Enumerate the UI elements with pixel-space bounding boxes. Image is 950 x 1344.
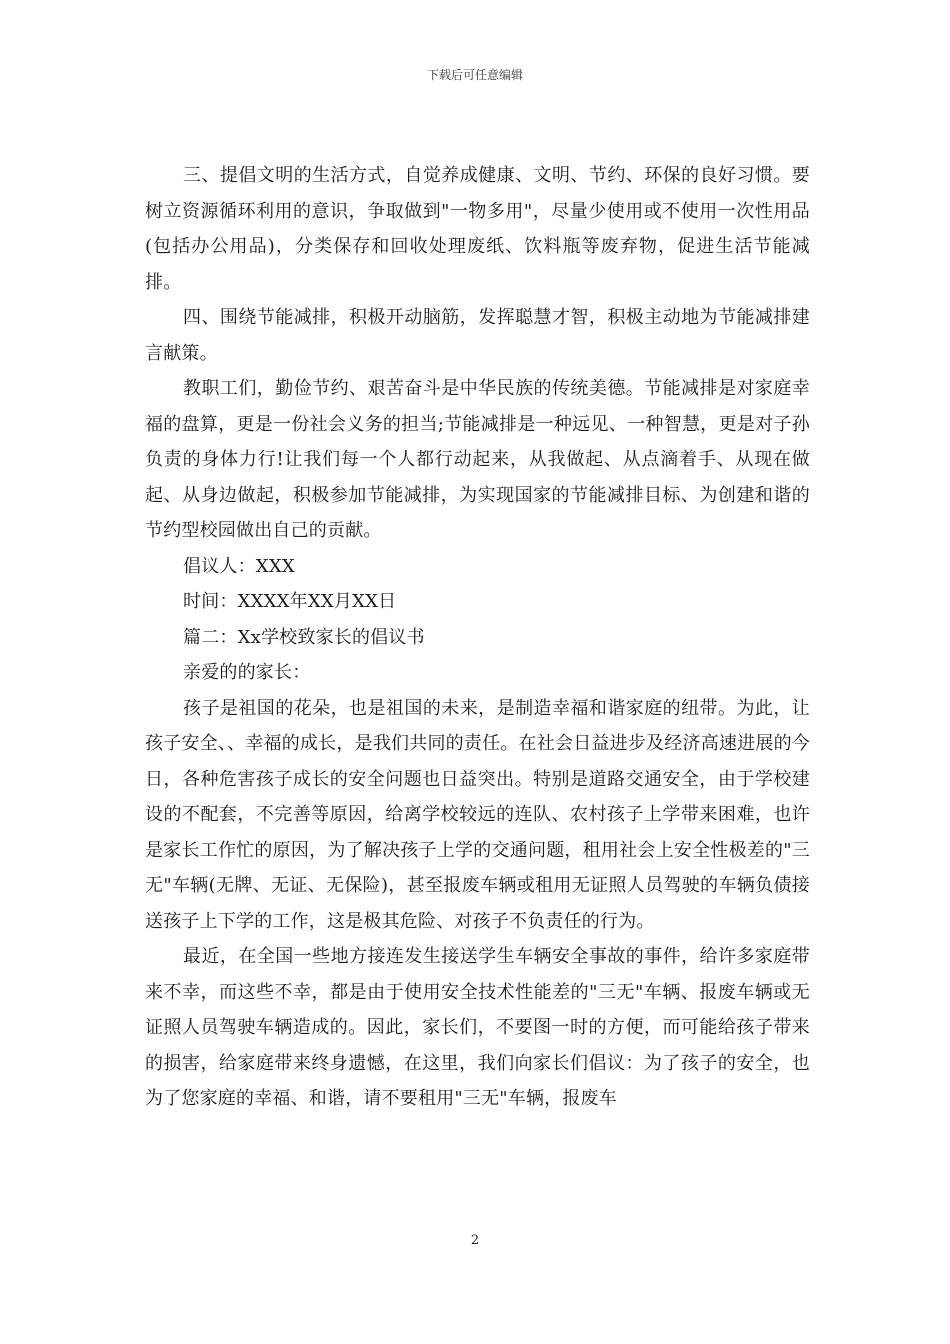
section-title: 篇二：Xx学校致家长的倡议书 bbox=[183, 626, 425, 648]
paragraph-item-three: 三、提倡文明的生活方式，自觉养成健康、文明、节约、环保的良好习惯。要树立资源循环利用的意识，争取做到"一物多用"，尽量少使用或不使用一次性用品(包括办公用品)，分类保存和回收处理废纸、饮料瓶等废弃物，促进生活节能减排。 bbox=[145, 165, 810, 293]
date-line: 时间：XXXX年XX月XX日 bbox=[183, 591, 397, 612]
page-number: 2 bbox=[470, 1233, 480, 1248]
salutation: 亲爱的的家长： bbox=[183, 662, 311, 683]
paragraph-children-safety: 孩子是祖国的花朵，也是祖国的未来，是制造幸福和谐家庭的纽带。为此，让孩子安全、、幸福的成长，是我们共同的责任。在社会日益进步及经济高速进展的今日，各种危害孩子成长的安全问题也日益突出。特别是道路交通安全，由于学校建设的不配套，不完善等原因，给离学校较远的连队、农村孩子上学带来困难，也许是家长工作忙的原因，为了解决孩子上学的交通问题，租用社会上安全性极差的"三无"车辆(无牌、无证、无保险)，甚至报废车辆或租用无证照人员驾驶的车辆负债接送孩子上下学的工作，这是极其危险、对孩子不负责任的行为。 bbox=[145, 697, 810, 932]
page-header: 下载后可任意编辑 bbox=[426, 68, 523, 82]
document-body bbox=[145, 158, 810, 1117]
paragraph-recent-accidents: 最近，在全国一些地方接连发生接送学生车辆安全事故的事件，给许多家庭带来不幸，而这些不幸，都是由于使用安全技术性能差的"三无"车辆、报废车辆或无证照人员驾驶车辆造成的。因此，家长们，不要图一时的方便，而可能给孩子带来的损害，给家庭带来终身遗憾，在这里，我们向家长们倡议：为了孩子的安全，也为了您家庭的幸福、和谐，请不要租用"三无"车辆，报废车 bbox=[145, 946, 810, 1109]
paragraph-item-four: 四、围绕节能减排，积极开动脑筋，发挥聪慧才智，积极主动地为节能减排建言献策。 bbox=[145, 307, 810, 364]
paragraph-staff-appeal: 教职工们，勤俭节约、艰苦奋斗是中华民族的传统美德。节能减排是对家庭幸福的盘算，更是一份社会义务的担当;节能减排是一种远见、一种智慧，更是对子孙负责的身体力行!让我们每一个人都行动起来，从我做起、从点滴着手、从现在做起、从身边做起，积极参加节能减排，为实现国家的节能减排目标、为创建和谐的节约型校园做出自己的贡献。 bbox=[145, 378, 810, 541]
initiator-line: 倡议人：XXX bbox=[183, 555, 295, 577]
